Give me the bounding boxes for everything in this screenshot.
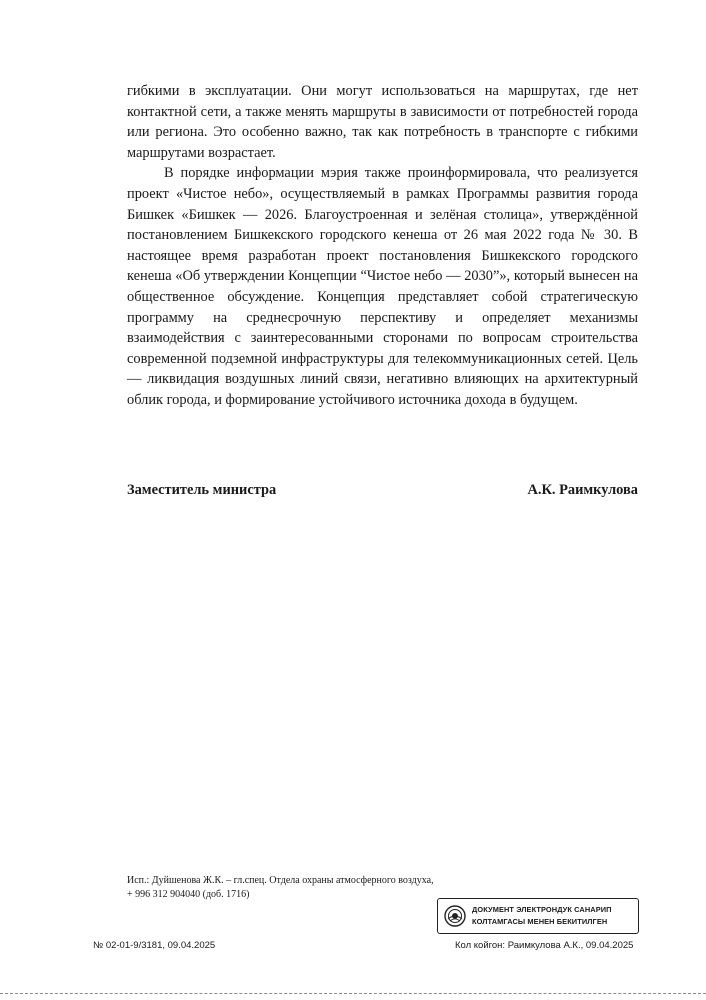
stamp-line-2: КОЛТАМГАСЫ МЕНЕН БЕКИТИЛГЕН: [472, 917, 608, 926]
paragraph-2: В порядке информации мэрия также проинформировала, что реализуется проект «Чистое небо», осуществляемый в рамках Программы развития города Бишкек «Бишкек — 2026. Благоустроенная и зелёная столица», утверждённой постановлением Бишкекского городского кенеша от 26 мая 2022 года № 30. В настоящее время разработан проект постановления Бишкекского городского кенеша «Об утверждении Концепции “Чистое небо — 2030”», который вынесен на общественное обсуждение. Концепция представляет собой стратегическую программу на среднесрочную перспективу и определяет механизмы взаимодействия с заинтересованными сторонами по вопросам строительства современной подземной инфраструктуры для телекоммуникационных сетей. Цель — ликвидация воздушных линий связи, негативно влияющих на архитектурный облик города, и формирование устойчивого источника дохода в будущем.: [127, 165, 638, 408]
signer-position: Заместитель министра: [127, 482, 277, 498]
electronic-signature-stamp: [437, 898, 639, 934]
document-number: № 02-01-9/3181, 09.04.2025: [93, 940, 216, 951]
emblem-icon: [444, 905, 466, 927]
stamp-line-1: ДОКУМЕНТ ЭЛЕКТРОНДУК САНАРИП: [472, 905, 612, 914]
signature-block: [127, 482, 638, 499]
signer-name: А.К. Раимкулова: [527, 482, 638, 498]
paragraph-1: гибкими в эксплуатации. Они могут использоваться на маршрутах, где нет контактной сети, а также менять маршруты в зависимости от потребностей города или региона. Это особенно важно, так как потребность в транспорте с гибкими маршрутами возрастает.: [127, 83, 638, 161]
letter-body: [127, 81, 638, 411]
signed-by: Кол койгон: Раимкулова А.К., 09.04.2025: [455, 940, 634, 951]
executor-line-1: Исп.: Дуйшенова Ж.К. – гл.спец. Отдела охраны атмосферного воздуха,: [127, 875, 434, 886]
executor-info: [127, 874, 434, 902]
scan-edge-divider: [0, 993, 706, 994]
executor-phone: + 996 312 904040 (доб. 1716): [127, 889, 250, 900]
